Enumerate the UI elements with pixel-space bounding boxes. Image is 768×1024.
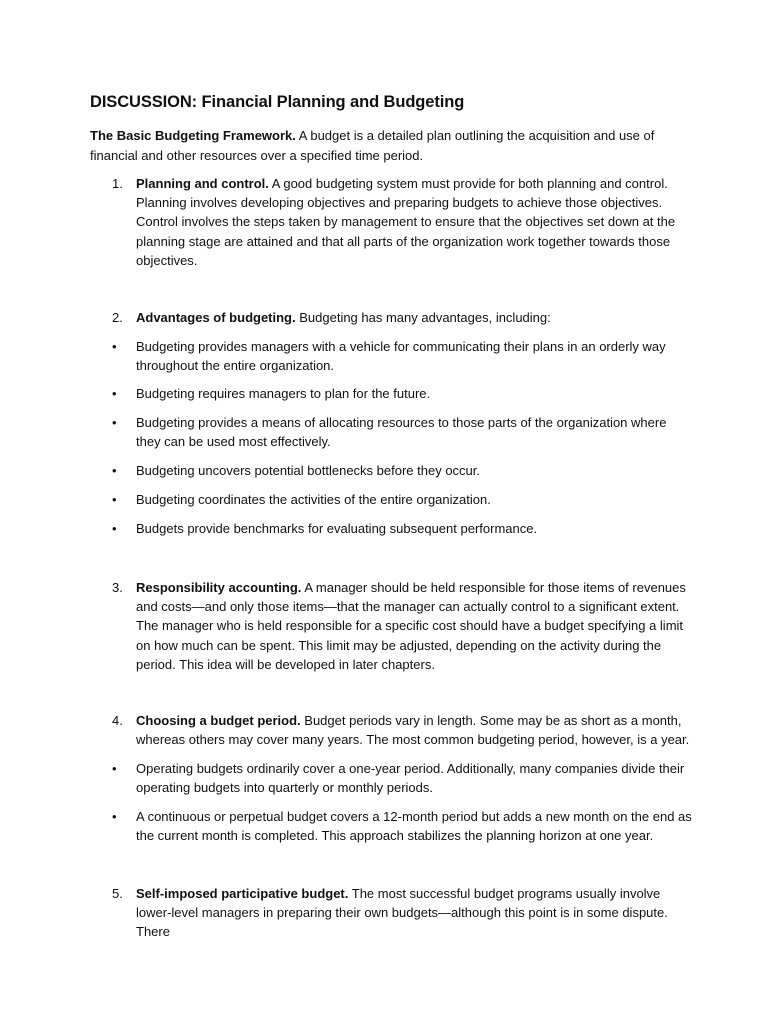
section-text: The most successful budget programs usually involve lower-level managers in preparing their own budgets—although this point is in some dispute. There: [136, 886, 668, 940]
bullet-icon: •: [112, 809, 117, 824]
section-lead: Planning and control.: [136, 176, 269, 191]
bullet-icon: •: [112, 463, 117, 478]
list-item: [112, 461, 692, 480]
section-number: 3.: [112, 580, 123, 595]
bullet-text: Operating budgets ordinarily cover a one-year period. Additionally, many companies divide their operating budgets into quarterly or monthly periods.: [136, 761, 685, 796]
intro-paragraph: [90, 126, 690, 165]
bullet-icon: •: [112, 492, 117, 507]
section-lead: Choosing a budget period.: [136, 713, 301, 728]
bullet-text: A continuous or perpetual budget covers a 12-month period but adds a new month on the end as the current month is completed. This approach stabilizes the planning horizon at one year.: [136, 809, 692, 844]
section-number: 4.: [112, 713, 123, 728]
section-responsibility-accounting: [112, 578, 692, 674]
section-lead: Responsibility accounting.: [136, 580, 302, 595]
section-text: A manager should be held responsible for those items of revenues and costs—and only those items—that the manager can actually control to a significant extent. The manager who is held responsible for a specific cost should have a budget specifying a limit on how much can be spent. This limit may be adjusted, depending on the activity during the period. This idea will be developed in later chapters.: [136, 580, 686, 672]
section-number: 2.: [112, 310, 123, 325]
section-number: 5.: [112, 886, 123, 901]
bullet-text: Budgets provide benchmarks for evaluating subsequent performance.: [136, 521, 538, 536]
bullet-text: Budgeting provides managers with a vehicle for communicating their plans in an orderly way throughout the entire organization.: [136, 339, 666, 374]
list-item: [112, 519, 692, 538]
list-item: [112, 384, 692, 403]
section-text: Budget periods vary in length. Some may be as short as a month, whereas others may cover many years. The most common budgeting period, however, is a year.: [136, 713, 690, 748]
section-text: Budgeting has many advantages, including:: [295, 310, 551, 325]
section-advantages: [112, 308, 692, 327]
section-text: A good budgeting system must provide for both planning and control. Planning involves developing objectives and preparing budgets to achieve those objectives. Control involves the steps taken by management to ensure that the objectives set down at the planning stage are attained and that all parts of the organization work together towards those objectives.: [136, 176, 676, 268]
bullet-text: Budgeting requires managers to plan for the future.: [136, 386, 431, 401]
bullet-text: Budgeting provides a means of allocating resources to those parts of the organization where they can be used most effectively.: [136, 415, 667, 450]
list-item: [112, 337, 692, 375]
section-lead: Self-imposed participative budget.: [136, 886, 349, 901]
intro-text: A budget is a detailed plan outlining the acquisition and use of financial and other resources over a specified time period.: [90, 128, 655, 163]
section-number: 1.: [112, 176, 123, 191]
section-planning-control: [112, 174, 692, 270]
bullet-icon: •: [112, 521, 117, 536]
intro-lead: The Basic Budgeting Framework.: [90, 128, 296, 143]
bullet-icon: •: [112, 339, 117, 354]
list-item: [112, 759, 692, 797]
bullet-icon: •: [112, 415, 117, 430]
list-item: [112, 490, 692, 509]
list-item: [112, 807, 692, 845]
page-title: DISCUSSION: Financial Planning and Budgeting: [90, 93, 465, 111]
section-participative-budget: [112, 884, 692, 942]
bullet-icon: •: [112, 386, 117, 401]
bullet-text: Budgeting coordinates the activities of the entire organization.: [136, 492, 491, 507]
list-item: [112, 413, 692, 451]
section-budget-period: [112, 711, 692, 749]
section-lead: Advantages of budgeting.: [136, 310, 296, 325]
bullet-text: Budgeting uncovers potential bottlenecks before they occur.: [136, 463, 480, 478]
bullet-icon: •: [112, 761, 117, 776]
